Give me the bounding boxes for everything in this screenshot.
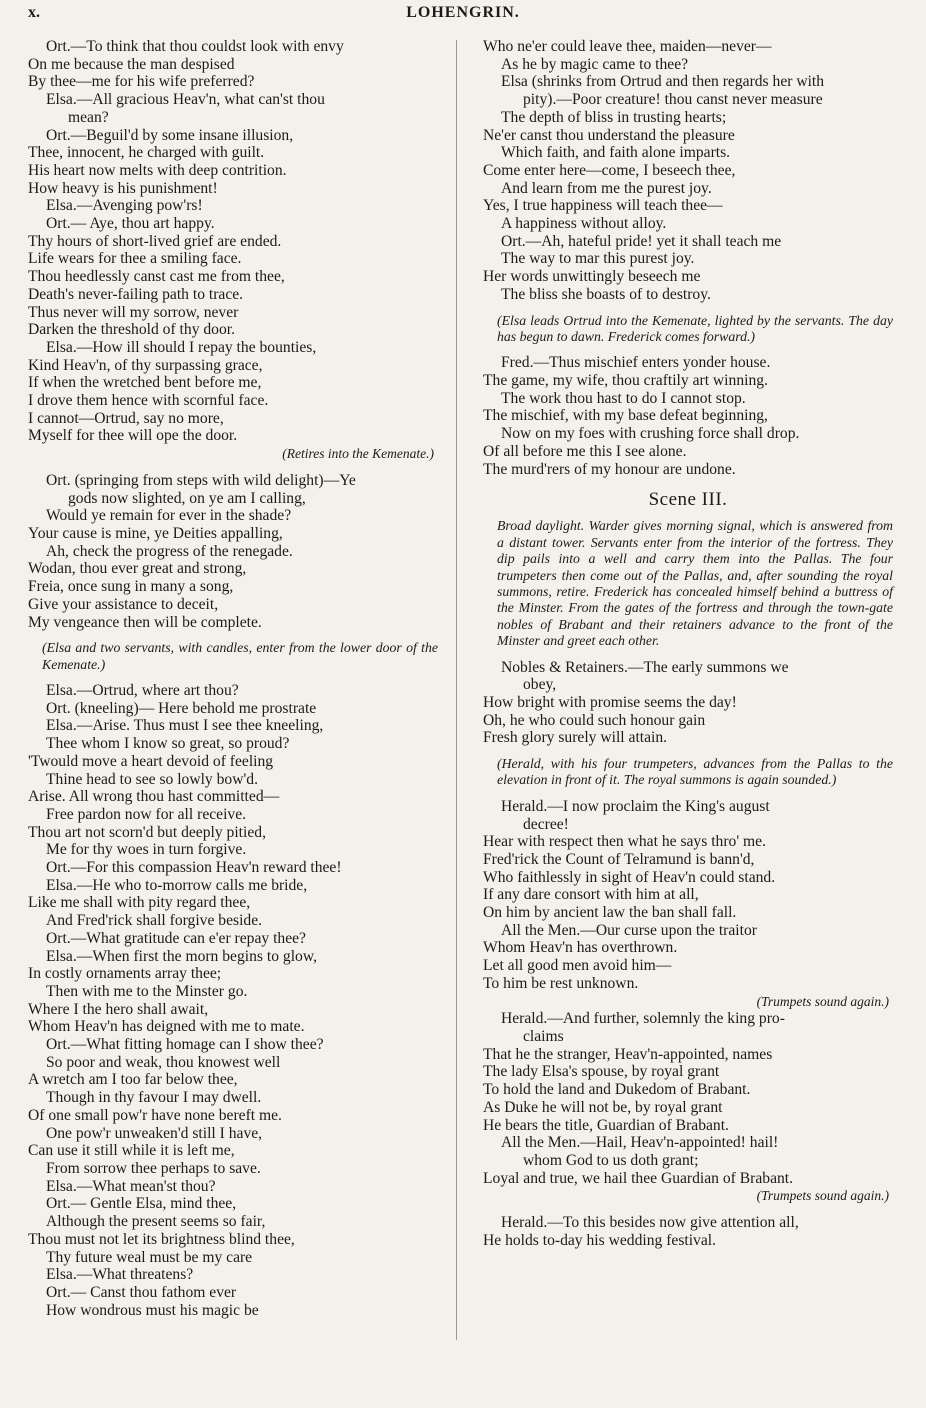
scene-heading: Scene III. <box>648 489 728 511</box>
verse-line: Where I the hero shall await, <box>28 1000 209 1018</box>
verse-line: Thou art not scorn'd but deeply pitied, <box>28 823 266 841</box>
verse-line: Fresh glory surely will attain. <box>483 729 668 747</box>
verse-line: Yes, I true happiness will teach thee— <box>483 197 723 215</box>
verse-line: Ort.—What gratitude can e'er repay thee? <box>46 929 306 947</box>
verse-line: The mischief, with my base defeat beginning, <box>483 407 768 425</box>
page-header <box>28 4 898 24</box>
verse-line: Ort. (kneeling)— Here behold me prostrate <box>46 699 317 717</box>
verse-line: The game, my wife, thou craftily art winning. <box>483 372 768 390</box>
verse-line: Ort.—For this compassion Heav'n reward thee! <box>46 859 342 877</box>
verse-line: Elsa.—What threatens? <box>46 1266 194 1284</box>
verse-line: All the Men.—Our curse upon the traitor <box>501 921 757 939</box>
verse-line: On me because the man despised <box>28 55 235 73</box>
verse-line: Which faith, and faith alone imparts. <box>501 144 731 162</box>
verse-line: Her words unwittingly beseech me <box>483 268 701 286</box>
stage-direction: Broad daylight. Warder gives morning signal, which is answered from a distant tower. Servants enter from the interior of the fortress. They dip pails into a well and carry them into the Pallas. The four trumpeters then come out of the Pallas, and, after sounding the royal summons, retire. Frederick has concealed himself behind a buttress of the Minster. From the gates of the fortress and through the town-gate nobles of Brabant and their retainers advance to the front of the Minster and greet each other. <box>497 518 893 649</box>
verse-line: How heavy is his punishment! <box>28 179 218 197</box>
right-column <box>483 38 893 1249</box>
verse-line: Elsa.—Arise. Thus must I see thee kneeling, <box>46 717 324 735</box>
verse-line: The bliss she boasts of to destroy. <box>501 285 711 303</box>
verse-line: His heart now melts with deep contrition. <box>28 161 287 179</box>
spacer <box>28 673 438 682</box>
verse-line: Life wears for thee a smiling face. <box>28 250 242 268</box>
verse-line: And Fred'rick shall forgive beside. <box>46 912 263 930</box>
verse-line: Of one small pow'r have none bereft me. <box>28 1106 282 1124</box>
verse-line: Elsa.—He who to-morrow calls me bride, <box>46 876 308 894</box>
verse-line: Although the present seems so fair, <box>46 1213 266 1231</box>
column-divider <box>456 40 457 1340</box>
verse-line: My vengeance then will be complete. <box>28 613 262 631</box>
verse-line: Myself for thee will ope the door. <box>28 427 238 445</box>
verse-line: A happiness without alloy. <box>501 215 667 233</box>
verse-line: Death's never-failing path to trace. <box>28 285 244 303</box>
verse-line: Thee whom I know so great, so proud? <box>46 735 290 753</box>
verse-line: Fred.—Thus mischief enters yonder house. <box>501 354 771 372</box>
verse-line: whom God to us doth grant; <box>523 1151 699 1169</box>
verse-line: Elsa.—How ill should I repay the bounties, <box>46 338 317 356</box>
verse-line: Free pardon now for all receive. <box>46 805 247 823</box>
verse-line: Elsa.—All gracious Heav'n, what can'st thou <box>46 91 325 109</box>
verse-line: Herald.—To this besides now give attention all, <box>501 1214 799 1232</box>
verse-line: Of all before me this I see alone. <box>483 442 687 460</box>
verse-line: Hear with respect then what he says thro' me. <box>483 833 766 851</box>
left-column <box>28 38 438 1319</box>
spacer <box>483 1205 893 1214</box>
verse-line: Give your assistance to deceit, <box>28 595 219 613</box>
verse-line: On him by ancient law the ban shall fall. <box>483 904 737 922</box>
verse-line: How wondrous must his magic be <box>46 1301 259 1319</box>
verse-line: Thy hours of short-lived grief are ended. <box>28 232 282 250</box>
verse-line: As Duke he will not be, by royal grant <box>483 1098 723 1116</box>
verse-line: If when the wretched bent before me, <box>28 374 262 392</box>
verse-line: gods now slighted, on ye am I calling, <box>68 489 306 507</box>
spacer <box>28 631 438 640</box>
verse-line: By thee—me for his wife preferred? <box>28 73 255 91</box>
verse-line: claims <box>523 1028 564 1045</box>
verse-line: Let all good men avoid him— <box>483 957 672 975</box>
verse-line: Herald.—And further, solemnly the king pro- <box>501 1010 785 1028</box>
spacer <box>483 345 893 354</box>
verse-line: All the Men.—Hail, Heav'n-appointed! hail! <box>501 1134 779 1152</box>
verse-line: Me for thy woes in turn forgive. <box>46 841 247 859</box>
verse-line: I drove them hence with scornful face. <box>28 392 269 410</box>
verse-line: Who faithlessly in sight of Heav'n could stand. <box>483 868 776 886</box>
verse-line: Ort.— Gentle Elsa, mind thee, <box>46 1195 237 1213</box>
verse-line: Loyal and true, we hail thee Guardian of Brabant. <box>483 1169 794 1187</box>
verse-line: obey, <box>523 676 557 694</box>
verse-line: Ort.—Ah, hateful pride! yet it shall teach me <box>501 232 782 250</box>
verse-line: I cannot—Ortrud, say no more, <box>28 409 224 427</box>
verse-line: Who ne'er could leave thee, maiden—never— <box>483 38 772 55</box>
verse-line: If any dare consort with him at all, <box>483 886 699 904</box>
verse-line: Elsa.—Avenging pow'rs! <box>46 197 203 215</box>
verse-line: As he by magic came to thee? <box>501 55 689 73</box>
stage-direction-inline: (Trumpets sound again.) <box>756 1188 889 1204</box>
verse-line: Elsa.—What mean'st thou? <box>46 1177 216 1195</box>
verse-line: Thy future weal must be my care <box>46 1248 253 1266</box>
page-number: x. <box>28 4 40 21</box>
verse-line: And learn from me the purest joy. <box>501 179 712 197</box>
verse-line: Now on my foes with crushing force shall drop. <box>501 425 800 443</box>
stage-direction-inline: (Trumpets sound again.) <box>756 993 889 1009</box>
verse-line: Freia, once sung in many a song, <box>28 578 234 596</box>
stage-direction: (Elsa and two servants, with candles, enter from the lower door of the Kemenate.) <box>42 640 438 672</box>
spacer <box>483 304 893 313</box>
verse-line: Ah, check the progress of the renegade. <box>46 542 293 560</box>
stage-direction: (Elsa leads Ortrud into the Kemenate, lighted by the servants. The day has begun to dawn. Frederick comes forward.) <box>497 312 893 344</box>
verse-line: The lady Elsa's spouse, by royal grant <box>483 1063 720 1081</box>
verse-line: 'Twould move a heart devoid of feeling <box>28 752 274 770</box>
verse-line: Ort.—Beguil'd by some insane illusion, <box>46 126 294 144</box>
verse-line: Ort. (springing from steps with wild delight)—Ye <box>46 471 356 489</box>
verse-line: The work thou hast to do I cannot stop. <box>501 389 746 407</box>
verse-line: The way to mar this purest joy. <box>501 250 695 268</box>
verse-line: That he the stranger, Heav'n-appointed, names <box>483 1045 773 1063</box>
verse-line: A wretch am I too far below thee, <box>28 1071 238 1089</box>
verse-line: Thus never will my sorrow, never <box>28 303 239 321</box>
stage-direction: (Herald, with his four trumpeters, advances from the Pallas to the elevation in front of it. The royal summons is again sounded.) <box>497 756 893 788</box>
verse-line: Ort.— Canst thou fathom ever <box>46 1283 237 1301</box>
verse-line: Elsa.—Ortrud, where art thou? <box>46 682 239 700</box>
verse-line: Thou must not let its brightness blind thee, <box>28 1230 295 1248</box>
verse-line: Arise. All wrong thou hast committed— <box>28 788 280 806</box>
verse-line: Ort.— Aye, thou art happy. <box>46 215 215 233</box>
verse-line: To him be rest unknown. <box>483 974 639 992</box>
verse-line: Can use it still while it is left me, <box>28 1142 235 1160</box>
spacer <box>483 650 893 659</box>
verse-line: The depth of bliss in trusting hearts; <box>501 108 727 126</box>
verse-line: Nobles & Retainers.—The early summons we <box>501 658 789 676</box>
verse-line: Elsa (shrinks from Ortrud and then regards her with <box>501 73 825 91</box>
verse-line: Your cause is mine, ye Deities appalling, <box>28 524 283 542</box>
verse-line: To hold the land and Dukedom of Brabant. <box>483 1081 751 1099</box>
verse-line: The murd'rers of my honour are undone. <box>483 460 736 478</box>
verse-line: Whom Heav'n has overthrown. <box>483 939 678 957</box>
verse-line: Elsa.—When first the morn begins to glow, <box>46 947 317 965</box>
verse-line: From sorrow thee perhaps to save. <box>46 1160 261 1177</box>
verse-line: Darken the threshold of thy door. <box>28 321 236 339</box>
stage-direction-inline: (Retires into the Kemenate.) <box>282 446 434 462</box>
running-title: LOHENGRIN. <box>406 4 520 21</box>
verse-line: He bears the title, Guardian of Brabant. <box>483 1116 729 1134</box>
verse-line: Oh, he who could such honour gain <box>483 711 706 729</box>
verse-line: He holds to-day his wedding festival. <box>483 1231 717 1249</box>
verse-line: One pow'r unweaken'd still I have, <box>46 1124 263 1142</box>
verse-line: Ort.—What fitting homage can I show thee? <box>46 1036 324 1054</box>
verse-line: In costly ornaments array thee; <box>28 965 222 983</box>
verse-line: Whom Heav'n has deigned with me to mate. <box>28 1018 305 1036</box>
verse-line: Though in thy favour I may dwell. <box>46 1089 262 1107</box>
verse-line: Thou heedlessly canst cast me from thee, <box>28 268 285 286</box>
verse-line: Would ye remain for ever in the shade? <box>46 507 292 525</box>
verse-line: pity).—Poor creature! thou canst never measure <box>523 91 823 109</box>
verse-line: decree! <box>523 815 569 833</box>
verse-line: Ort.—To think that thou couldst look with envy <box>46 38 344 55</box>
spacer <box>28 463 438 472</box>
spacer <box>483 789 893 798</box>
verse-line: mean? <box>68 108 109 126</box>
verse-line: Then with me to the Minster go. <box>46 982 248 1000</box>
verse-line: Ne'er canst thou understand the pleasure <box>483 126 735 144</box>
verse-line: How bright with promise seems the day! <box>483 693 737 711</box>
verse-line: Kind Heav'n, of thy surpassing grace, <box>28 356 263 374</box>
verse-line: Like me shall with pity regard thee, <box>28 894 251 912</box>
verse-line: So poor and weak, thou knowest well <box>46 1053 281 1071</box>
verse-line: Thine head to see so lowly bow'd. <box>46 770 258 788</box>
verse-line: Fred'rick the Count of Telramund is bann'd, <box>483 850 755 868</box>
verse-line: Come enter here—come, I beseech thee, <box>483 161 736 179</box>
verse-line: Herald.—I now proclaim the King's august <box>501 797 770 815</box>
verse-line: Wodan, thou ever great and strong, <box>28 560 247 578</box>
spacer <box>483 747 893 756</box>
verse-line: Thee, innocent, he charged with guilt. <box>28 144 265 162</box>
